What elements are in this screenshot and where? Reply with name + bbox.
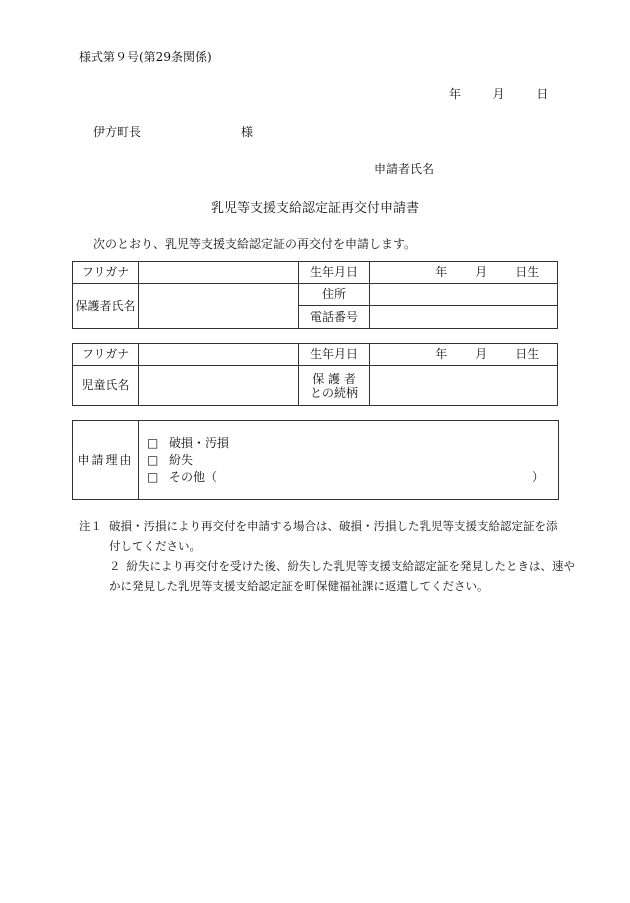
child-dob-day: 日生 (515, 347, 540, 362)
applicant-name-label: 申請者氏名 (374, 162, 435, 176)
date-year-label: 年 (449, 87, 462, 101)
checkbox-icon[interactable]: □ (147, 435, 159, 450)
relation-label-line2: との続柄 (310, 385, 359, 400)
relation-label (299, 366, 369, 406)
note-2-text-cont: かに発見した乳児等支援支給認定証を町保健福祉課に返還してください。 (109, 579, 489, 593)
reason-label: 申請理由 (73, 421, 139, 500)
note-2-line-2 (79, 576, 575, 596)
child-furigana-field[interactable] (139, 344, 299, 366)
child-furigana-label: フリガナ (73, 344, 139, 366)
reason-option-label: その他（ (169, 469, 218, 484)
guardian-dob-field[interactable] (369, 262, 557, 284)
reason-option-label: 破損・汚損 (169, 435, 230, 450)
note-1-line-1 (79, 516, 575, 536)
guardian-address-label: 住所 (299, 284, 369, 306)
reason-option-other[interactable] (147, 469, 558, 486)
child-name-label: 児童氏名 (73, 366, 139, 406)
reason-table (72, 420, 559, 500)
other-close-paren: ） (531, 469, 544, 484)
guardian-dob-month: 月 (475, 265, 488, 280)
addressee (93, 125, 253, 139)
note-2-number: ２ (109, 559, 121, 573)
child-dob-year: 年 (435, 347, 448, 362)
addressee-name: 伊方町長 (93, 125, 142, 139)
notes (79, 516, 575, 596)
relation-field[interactable] (369, 366, 557, 406)
note-1-text-cont: 付してください。 (109, 539, 201, 553)
date-day-label: 日 (536, 87, 549, 101)
guardian-phone-field[interactable] (369, 306, 557, 329)
document-title: 乳児等支援支給認定証再交付申請書 (210, 201, 419, 216)
note-2-line-1 (79, 556, 575, 576)
note-1-line-2 (79, 536, 575, 556)
note-2-text: 紛失により再交付を受けた後、紛失した乳児等支援支給認定証を発見したときは、速や (126, 559, 575, 573)
guardian-phone-label: 電話番号 (299, 306, 369, 329)
guardian-furigana-field[interactable] (139, 262, 299, 284)
guardian-dob-label: 生年月日 (299, 262, 369, 284)
guardian-address-field[interactable] (369, 284, 557, 306)
note-1-number: 注１ (79, 519, 102, 533)
guardian-name-field[interactable] (139, 284, 299, 329)
child-dob-field[interactable] (369, 344, 557, 366)
reason-option-lost[interactable] (147, 452, 558, 469)
guardian-name-label: 保護者氏名 (73, 284, 139, 329)
note-1-text: 破損・汚損により再交付を申請する場合は、破損・汚損した乳児等支援支給認定証を添 (109, 519, 558, 533)
child-name-field[interactable] (139, 366, 299, 406)
form-number: 様式第９号(第29条関係) (79, 50, 212, 64)
child-table (72, 343, 558, 406)
date-month-label: 月 (492, 87, 505, 101)
relation-label-line1: 保 護 者 (312, 371, 356, 386)
reason-options (139, 421, 559, 500)
child-dob-label: 生年月日 (299, 344, 369, 366)
guardian-furigana-label: フリガナ (73, 262, 139, 284)
child-dob-month: 月 (475, 347, 488, 362)
reason-option-damaged[interactable] (147, 435, 558, 452)
guardian-table (72, 261, 558, 329)
checkbox-icon[interactable]: □ (147, 452, 159, 467)
reason-option-label: 紛失 (169, 452, 194, 467)
honorific: 様 (241, 125, 254, 139)
date-line (449, 87, 548, 101)
checkbox-icon[interactable]: □ (147, 469, 159, 484)
guardian-dob-day: 日生 (515, 265, 540, 280)
intro-text: 次のとおり、乳児等支援支給認定証の再交付を申請します。 (93, 237, 417, 251)
guardian-dob-year: 年 (435, 265, 448, 280)
